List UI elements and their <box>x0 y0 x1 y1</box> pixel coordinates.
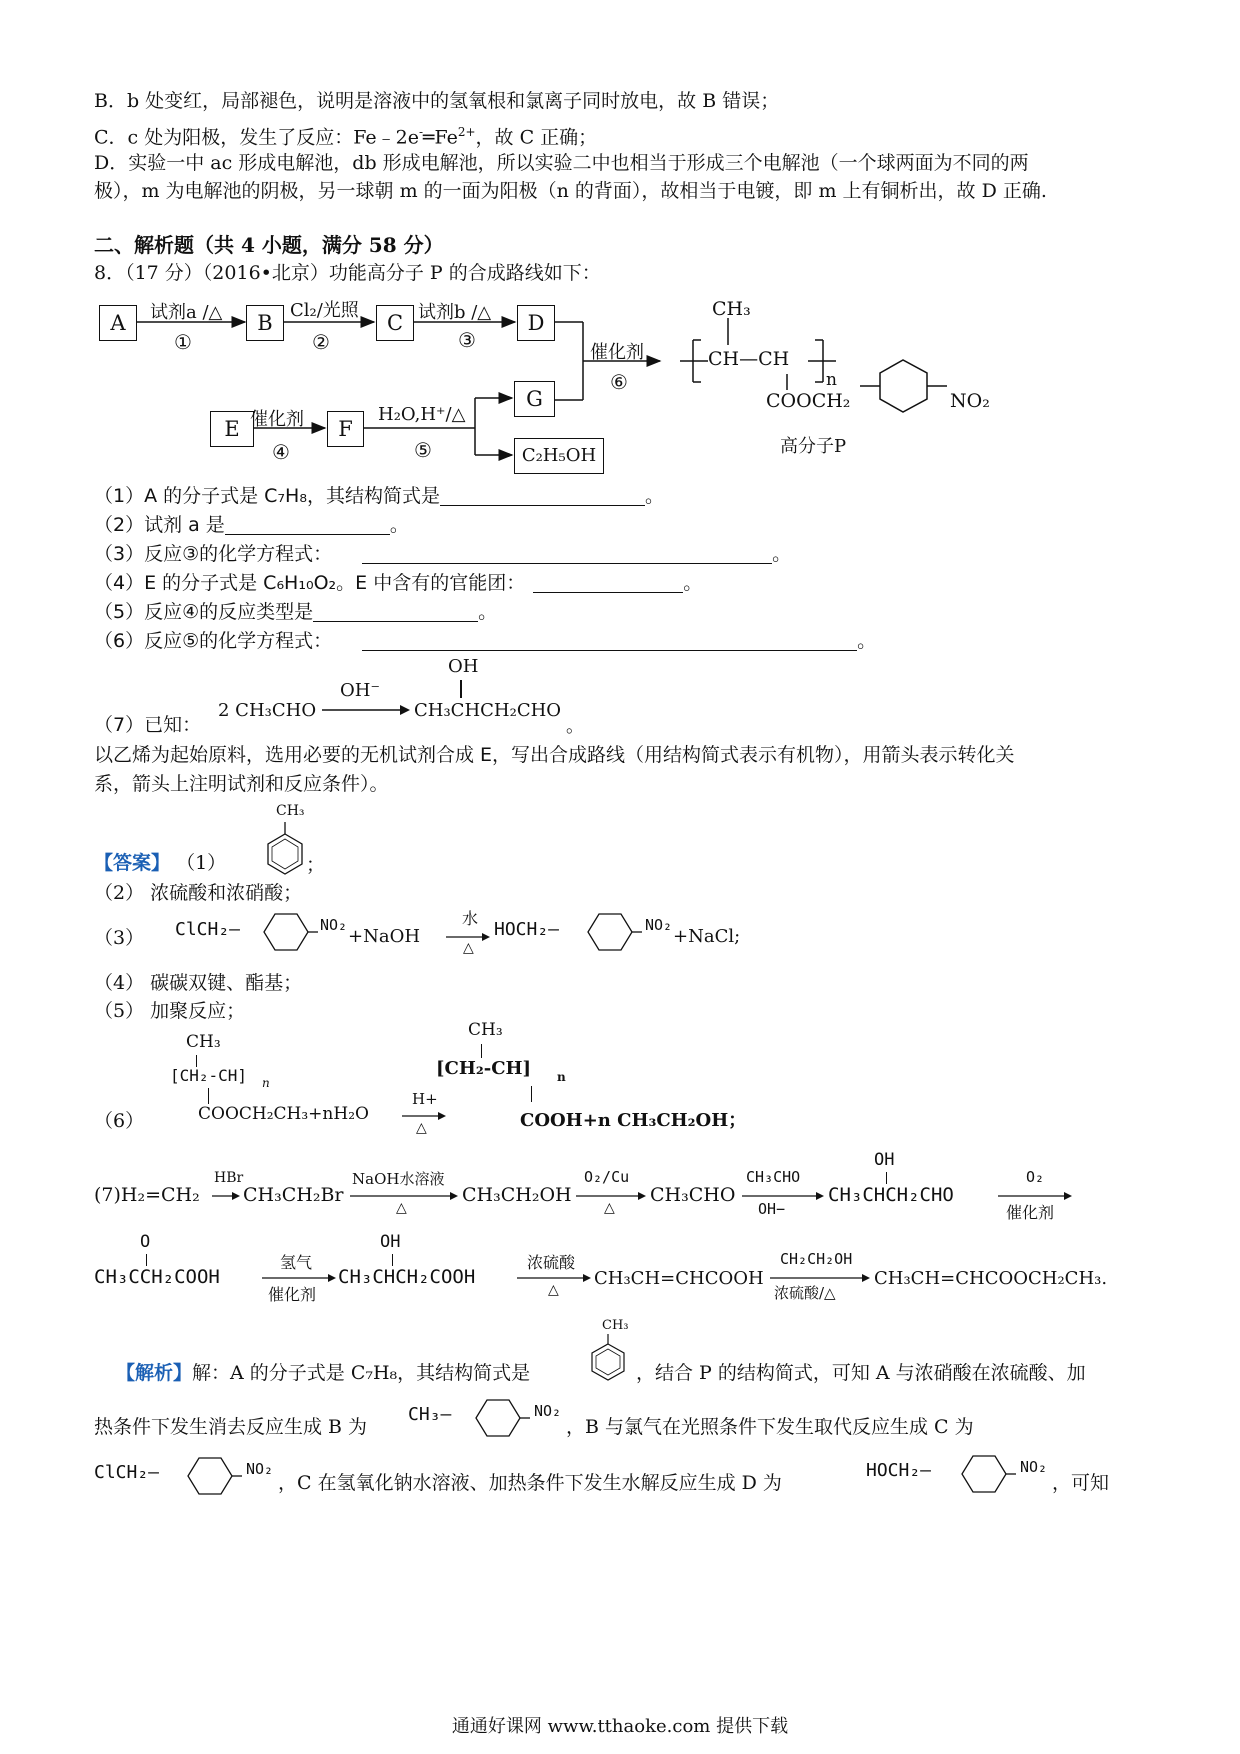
subq-5-blank <box>313 601 478 622</box>
answer-6-n-b: n <box>557 1070 566 1084</box>
analysis-l2-ring <box>466 1396 530 1440</box>
polymer-backbone: CH—CH <box>708 348 790 370</box>
subq-2-blank <box>225 514 390 535</box>
arrow-3-reagent: 试剂b /△ <box>418 302 492 323</box>
polymer-n: n <box>826 370 837 390</box>
analysis-l3-b: ，可知 <box>1052 1472 1110 1494</box>
prev-c-mid: ═Fe <box>423 126 458 149</box>
answer-1-end: ； <box>306 854 326 876</box>
answer-6-acid: COOH+n CH₃CH₂OH； <box>520 1110 747 1131</box>
analysis-l2-no2: NO₂ <box>534 1402 562 1420</box>
subq-4-text: （4）E 的分子式是 C₆H₁₀O₂。E 中含有的官能团： <box>94 572 526 594</box>
a7-oh1-bond <box>886 1172 887 1184</box>
subq-6 <box>94 628 876 654</box>
analysis-l3-clch2: ClCH₂— <box>94 1462 160 1483</box>
subq-2 <box>94 512 409 538</box>
q7-line2: 以乙烯为起始原料，选用必要的无机试剂合成 E，写出合成路线（用结构简式表示有机物），用箭头表示转化关 <box>94 744 1015 766</box>
answer-6-bond-b <box>208 1088 209 1104</box>
q7-end: 。 <box>566 716 584 737</box>
answer-6-cond1: H+ <box>412 1090 438 1108</box>
analysis-toluene-structure <box>584 1334 634 1394</box>
a7-c6b: 催化剂 <box>268 1285 317 1304</box>
analysis-l3-a: ，C 在氢氧化钠水溶液、加热条件下发生水解反应生成 D 为 <box>278 1472 782 1494</box>
arrow-2-reagent: Cl₂/光照 <box>290 300 359 321</box>
answer-6-n: n <box>262 1076 270 1090</box>
route-box-g: G <box>514 381 555 417</box>
a7-s6: CH₃CCH₂COOH <box>94 1266 220 1288</box>
q7-lhs: 2 CH₃CHO <box>218 700 317 721</box>
answer-2: （2） 浓硫酸和浓硝酸； <box>94 882 303 904</box>
arrow-3-number: ③ <box>458 328 476 352</box>
analysis-l3-no2a: NO₂ <box>246 1460 274 1478</box>
analysis-l1-ch3: CH₃ <box>602 1318 629 1333</box>
subq-4-blank <box>533 572 683 593</box>
prev-c-post: ，故 C 正确； <box>475 126 598 149</box>
a7-oh2-bond <box>392 1254 393 1266</box>
arrow-2-number: ② <box>312 330 330 354</box>
prev-c-sup1: - <box>418 125 424 139</box>
a7-s7: CH₃CHCH₂COOH <box>338 1266 476 1288</box>
route-box-a: A <box>99 305 137 341</box>
answer-6-ch3b: CH₃ <box>468 1020 503 1040</box>
arrow-1-number: ① <box>174 330 192 354</box>
a7-c5b: 催化剂 <box>1006 1203 1055 1222</box>
q7-oh: OH <box>448 656 479 677</box>
route-box-e: E <box>210 411 254 447</box>
answer-6-cond2: △ <box>416 1120 427 1136</box>
subq-3-blank <box>362 543 772 564</box>
subq-5-text: （5）反应④的反应类型是 <box>94 601 314 623</box>
prev-option-b: B．b 处变红，局部褪色，说明是溶液中的氢氧根和氯离子同时放电，故 B 错误； <box>94 90 780 112</box>
subq-6-text: （6）反应⑤的化学方程式： <box>94 630 333 652</box>
a7-c6a: 氢气 <box>280 1253 313 1272</box>
a7-o: O <box>140 1232 151 1252</box>
a7-oh2: OH <box>380 1232 401 1252</box>
a7-s1: (7)H₂=CH₂ <box>94 1184 200 1206</box>
a7-c8b: 浓硫酸/△ <box>774 1284 836 1302</box>
section-heading: 二、解析题（共 4 小题，满分 58 分） <box>94 233 444 257</box>
a7-o-bond <box>146 1254 147 1266</box>
subq-3-text: （3）反应③的化学方程式： <box>94 543 333 565</box>
route-box-b: B <box>246 305 284 341</box>
answer-4: （4） 碳碳双键、酯基； <box>94 972 303 994</box>
page-footer: 通通好课网 www.tthaoke.com 提供下载 <box>451 1716 789 1737</box>
arrow-4-number: ④ <box>272 440 290 464</box>
answer-6-ester: COOCH₂CH₃+nH₂O <box>198 1104 369 1124</box>
subq-6-end: 。 <box>857 630 877 652</box>
prev-c-pre: C．c 处为阳极，发生了反应：Fe﹣2e <box>94 126 419 149</box>
a7-c1: HBr <box>214 1170 244 1186</box>
subq-4 <box>94 570 702 596</box>
arrow-1-reagent: 试剂a /△ <box>150 302 223 323</box>
answer-3-no2b: NO₂ <box>645 916 673 934</box>
answer-6-chain-b: [CH₂-CH] <box>436 1058 532 1079</box>
route-box-d: D <box>517 305 555 341</box>
answer-3-right: HOCH₂— <box>494 919 560 940</box>
a7-s4: CH₃CHO <box>650 1184 736 1206</box>
answer-3-label: （3） <box>94 927 145 949</box>
answer-6-ch3a: CH₃ <box>186 1032 221 1052</box>
a7-c5a: O₂ <box>1026 1168 1045 1186</box>
subq-1-blank <box>440 485 645 506</box>
a7-c4b: OH− <box>758 1200 786 1218</box>
answer-1-ch3: CH₃ <box>276 803 305 819</box>
a7-s9: CH₃CH=CHCOOCH₂CH₃. <box>874 1268 1108 1289</box>
a7-c2a: NaOH水溶液 <box>352 1170 445 1188</box>
prev-option-c <box>94 119 597 150</box>
answer-3-no2a: NO₂ <box>320 916 348 934</box>
analysis-l3-hoch2: HOCH₂— <box>866 1460 932 1481</box>
a7-c3b: △ <box>604 1200 615 1216</box>
a7-c2b: △ <box>396 1200 407 1216</box>
answer-tag: 【答案】 <box>94 852 171 874</box>
q7-arrow <box>322 703 412 717</box>
analysis-l2-ch3: CH₃— <box>408 1404 452 1425</box>
subq-4-end: 。 <box>683 572 703 594</box>
a7-s3: CH₃CH₂OH <box>462 1184 572 1206</box>
analysis-line1 <box>116 1360 530 1386</box>
q7-condition: OH⁻ <box>340 680 380 701</box>
polymer-ch3: CH₃ <box>712 298 751 320</box>
analysis-l3-no2b: NO₂ <box>1020 1458 1048 1476</box>
a7-c7a: 浓硫酸 <box>527 1253 576 1272</box>
answer-1 <box>94 850 226 876</box>
q7-line3: 系，箭头上注明试剂和反应条件）。 <box>94 773 389 795</box>
question-stem: 8．（17 分）（2016•北京）功能高分子 P 的合成路线如下： <box>94 262 601 284</box>
polymer-no2: NO₂ <box>950 390 990 412</box>
arrow-5-reagent: H₂O,H⁺/△ <box>378 404 466 425</box>
answer-6-bond-d <box>531 1086 532 1102</box>
answer-3-left: ClCH₂— <box>175 919 241 940</box>
a7-s8: CH₃CH=CHCOOH <box>594 1268 764 1289</box>
analysis-l2-a: 热条件下发生消去反应生成 B 为 <box>94 1416 368 1438</box>
answer-5: （5） 加聚反应； <box>94 1000 246 1022</box>
route-box-c: C <box>376 305 414 341</box>
subq-5-end: 。 <box>478 601 498 623</box>
a7-s5: CH₃CHCH₂CHO <box>828 1184 954 1206</box>
polymer-caption: 高分子P <box>780 436 847 457</box>
arrow-6-number: ⑥ <box>610 370 628 394</box>
analysis-tag: 【解析】 <box>116 1362 193 1384</box>
subq-5 <box>94 599 497 625</box>
subq-3 <box>94 541 791 567</box>
subq-6-blank <box>362 630 857 651</box>
answer-3-cond2: △ <box>463 940 474 956</box>
analysis-l2-b: ，B 与氯气在光照条件下发生取代反应生成 C 为 <box>566 1416 974 1438</box>
arrow-4-reagent: 催化剂 <box>250 409 304 430</box>
analysis-l1-b: ，结合 P 的结构简式，可知 A 与浓硝酸在浓硫酸、加 <box>636 1362 1086 1384</box>
subq-2-end: 。 <box>389 514 409 536</box>
q7-rhs: CH₃CHCH₂CHO <box>414 700 562 721</box>
a7-c7b: △ <box>548 1282 559 1298</box>
answer-3-end: +NaCl; <box>673 926 741 947</box>
polymer-ester: COOCH₂ <box>766 390 851 412</box>
a7-c3a: O₂/Cu <box>584 1168 630 1186</box>
answer-1-label: （1） <box>176 852 227 874</box>
prev-option-d-line2: 极），m 为电解池的阴极，另一球朝 m 的一面为阳极（n 的背面），故相当于电镀，即 m 上有铜析出，故 D 正确. <box>94 180 1047 202</box>
prev-c-sup2: 2+ <box>457 125 476 139</box>
subq-7-label: （7）已知： <box>94 714 202 736</box>
answer-3-ring-b <box>578 910 642 954</box>
a7-oh1: OH <box>874 1150 895 1170</box>
route-box-f: F <box>327 411 364 447</box>
analysis-l3-ring-a <box>178 1454 242 1498</box>
route-box-ethanol: C₂H₅OH <box>514 438 604 474</box>
subq-1 <box>94 483 664 509</box>
subq-2-text: （2）试剂 a 是 <box>94 514 225 536</box>
subq-1-text: （1）A 的分子式是 C₇H₈，其结构简式是 <box>94 485 440 507</box>
a7-c8a: CH₂CH₂OH <box>780 1250 853 1268</box>
answer-6-chain-a: [CH₂-CH] <box>170 1066 248 1085</box>
answer-3-cond1: 水 <box>462 909 479 928</box>
subq-3-end: 。 <box>772 543 792 565</box>
a7-arrow-1 <box>212 1190 242 1202</box>
a7-s2: CH₃CH₂Br <box>243 1184 344 1206</box>
arrow-6-reagent: 催化剂 <box>590 342 644 363</box>
answer-3-ring-a <box>254 910 318 954</box>
q7-oh-bond <box>460 680 462 698</box>
a7-c4a: CH₃CHO <box>746 1168 801 1186</box>
answer-6-label: （6） <box>94 1110 145 1132</box>
analysis-l3-ring-b <box>952 1452 1016 1496</box>
prev-option-d-line1: D．实验一中 ac 形成电解池，db 形成电解池，所以实验二中也相当于形成三个电解池（一个球两面为不同的两 <box>94 152 1029 174</box>
subq-1-end: 。 <box>644 485 664 507</box>
answer-3-plus: +NaOH <box>348 926 421 947</box>
analysis-l1-a: 解：A 的分子式是 C₇H₈，其结构简式是 <box>192 1362 531 1384</box>
arrow-5-number: ⑤ <box>414 438 432 462</box>
answer-6-bond-c <box>481 1044 482 1058</box>
